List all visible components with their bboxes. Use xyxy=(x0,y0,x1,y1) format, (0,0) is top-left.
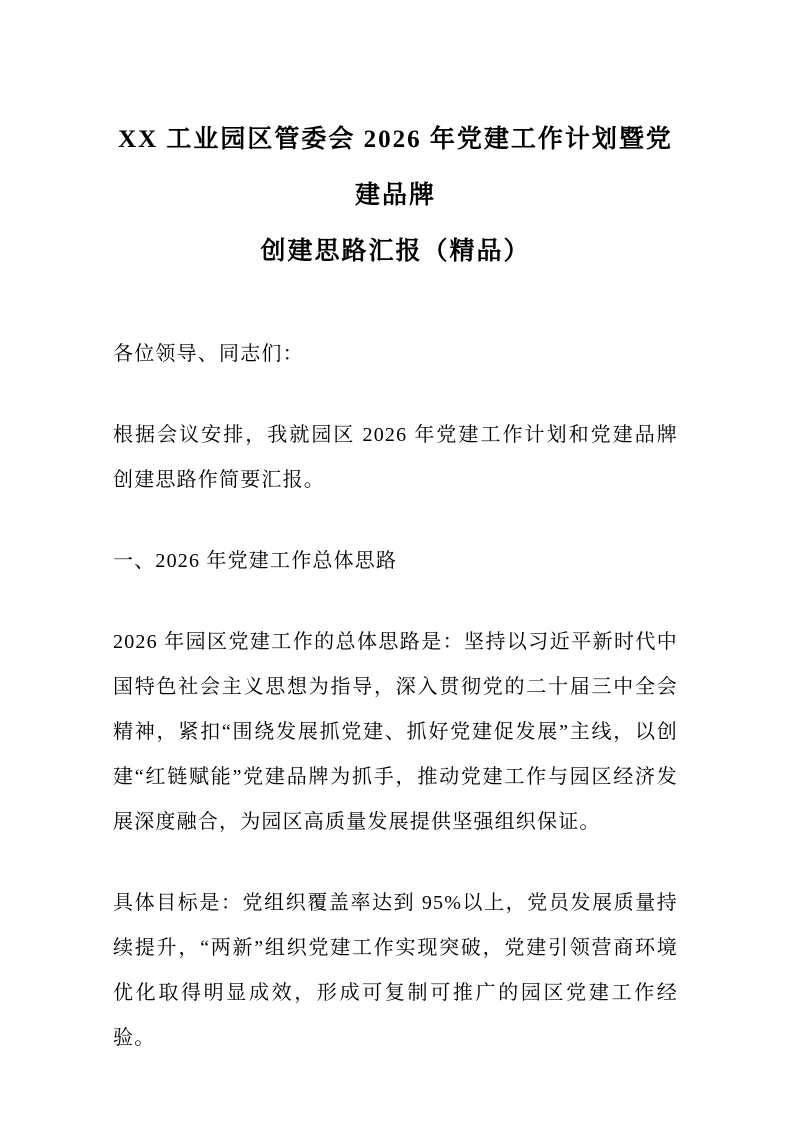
body-paragraph-overall-thinking: 2026 年园区党建工作的总体思路是：坚持以习近平新时代中国特色社会主义思想为指导，深入贯彻党的二十届三中全会精神，紧扣“围绕发展抓党建、抓好党建促发展”主线，以创建“红链赋能”党建品牌为抓手，推动党建工作与园区经济发展深度融合，为园区高质量发展提供坚强组织保证。 xyxy=(113,631,678,833)
salutation-paragraph: 各位领导、同志们： xyxy=(113,343,304,365)
intro-paragraph: 根据会议安排，我就园区 2026 年党建工作计划和党建品牌创建思路作简要汇报。 xyxy=(113,424,678,491)
section-heading-overall-thinking: 一、2026 年党建工作总体思路 xyxy=(113,550,398,572)
document-title-line-1: XX 工业园区管委会 2026 年党建工作计划暨党建品牌 xyxy=(118,126,673,209)
body-paragraph-specific-goals: 具体目标是：党组织覆盖率达到 95%以上，党员发展质量持续提升，“两新”组织党建工作实现突破，党建引领营商环境优化取得明显成效，形成可复制可推广的园区党建工作经验。 xyxy=(113,892,678,1049)
document-title-line-2: 创建思路汇报（精品） xyxy=(260,238,531,265)
document-title xyxy=(113,112,678,280)
